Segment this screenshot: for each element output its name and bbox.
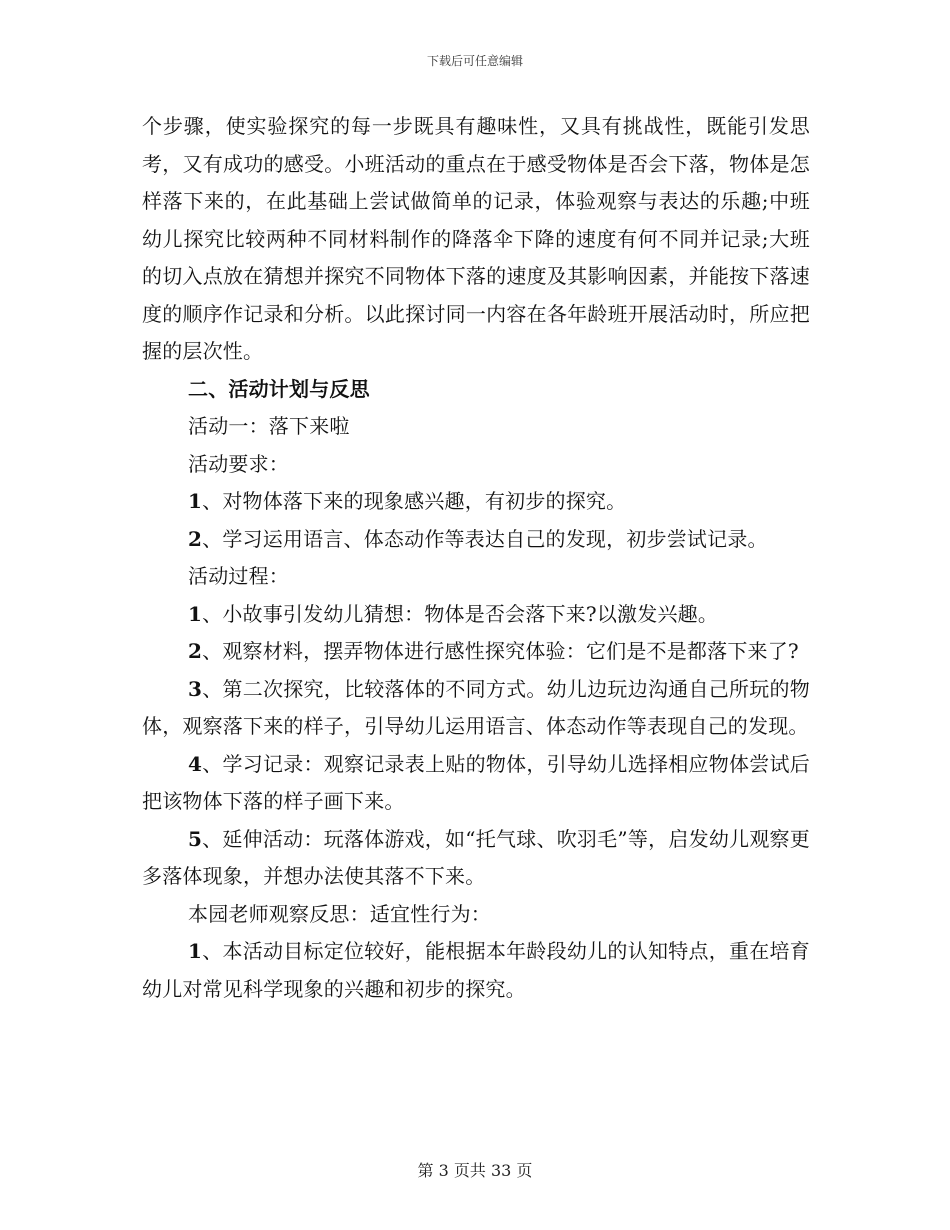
process-item: 1、小故事引发幼儿猜想：物体是否会落下来?以激发兴趣。 [188,601,719,626]
paragraph-intro: 个步骤，使实验探究的每一步既具有趣味性，又具有挑战性，既能引发思考，又有成功的感受。小班活动的重点在于感受物体是否会下落，物体是怎样落下来的，在此基础上尝试做简单的记录，体验观察与表达的乐趣;中班幼儿探究比较两种不同材料制作的降落伞下降的速度有何不同并记录;大班的切入点放在猜想并探究不同物体下落的速度及其影响因素，并能按下落速度的顺序作记录和分析。以此探讨同一内容在各年龄班开展活动时，所应把握的层次性。 [142,114,810,363]
process-item: 4、学习记录：观察记录表上贴的物体，引导幼儿选择相应物体尝试后把该物体下落的样子画下来。 [142,751,810,813]
reflection-label: 本园老师观察反思：适宜性行为： [188,901,491,926]
page-footer: 第 3 页共 33 页 [417,1161,533,1180]
activity-process-label: 活动过程： [188,564,289,588]
activity-requirements-label: 活动要求： [188,451,289,476]
page-header: 下载后可任意编辑 [426,54,523,68]
reflection-item: 1、本活动目标定位较好，能根据本年龄段幼儿的认知特点，重在培育幼儿对常见科学现象的兴趣和初步的探究。 [142,939,810,1001]
requirement-item: 1、对物体落下来的现象感兴趣，有初步的探究。 [188,489,627,513]
requirement-item: 2、学习运用语言、体态动作等表达自己的发现，初步尝试记录。 [188,526,768,551]
process-item: 5、延伸活动：玩落体游戏，如“托气球、吹羽毛”等，启发幼儿观察更多落体现象，并想办法使其落不下来。 [142,826,810,888]
process-item: 3、第二次探究，比较落体的不同方式。幼儿边玩边沟通自己所玩的物体，观察落下来的样子，引导幼儿运用语言、体态动作等表现自己的发现。 [142,676,810,738]
section-heading: 二、活动计划与反思 [188,376,370,401]
process-item: 2、观察材料，摆弄物体进行感性探究体验：它们是不是都落下来了? [188,639,799,663]
activity-title: 活动一：落下来啦 [188,414,350,438]
document-body [142,108,810,1008]
